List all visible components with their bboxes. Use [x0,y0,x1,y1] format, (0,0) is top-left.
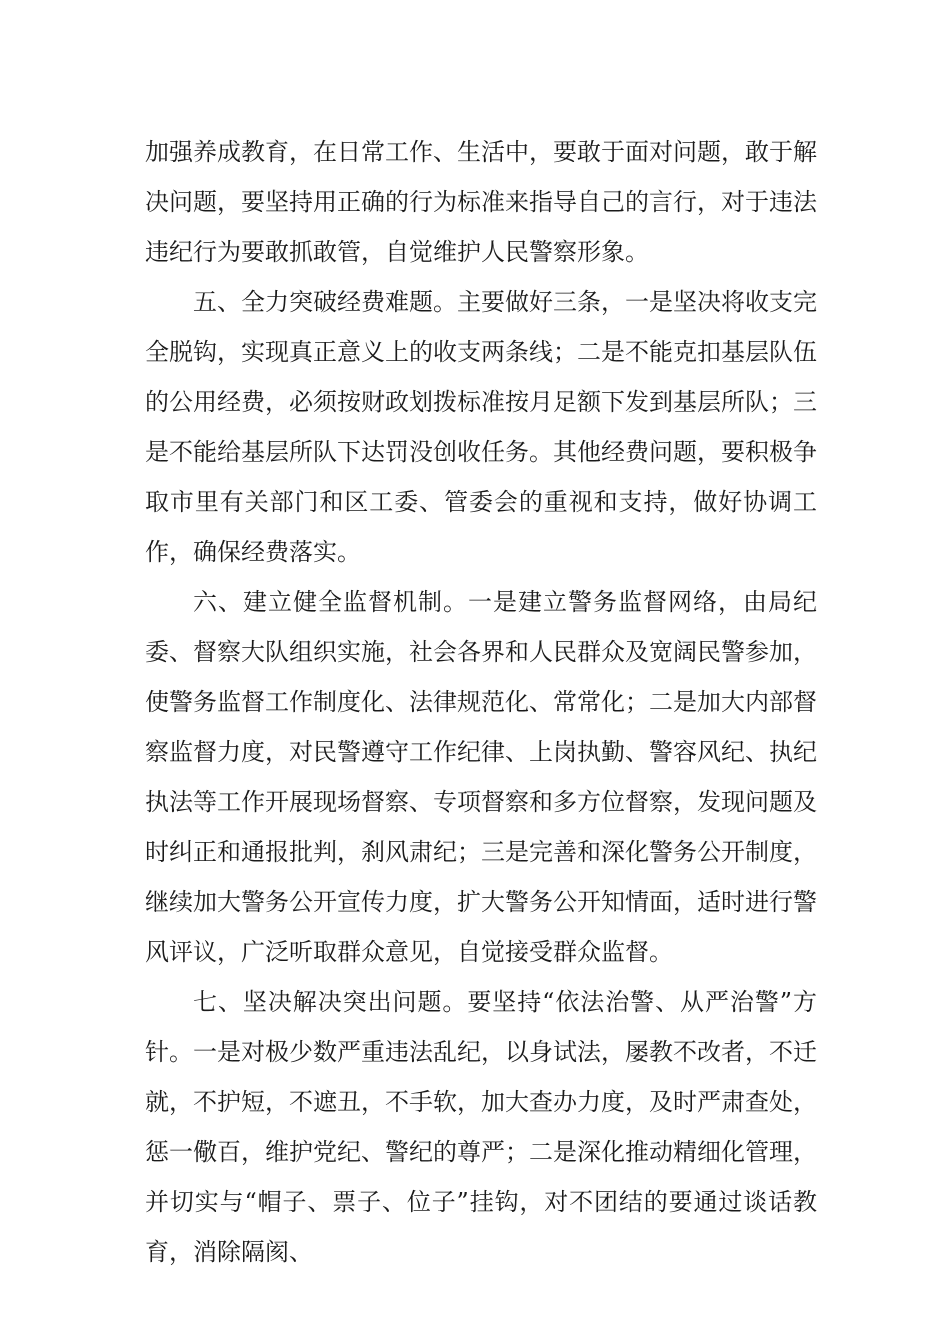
paragraph-section-7: 七、坚决解决突出问题。要坚持“依法治警、从严治警”方针。一是对极少数严重违法乱纪，以身试法，屡教不改者，不迁就，不护短，不遮丑，不手软，加大查办力度，及时严肃查处，惩一儆百，维护党纪、警纪的尊严；二是深化推动精细化管理，并切实与“帽子、票子、位子”挂钩，对不团结的要通过谈话教育，消除隔阂、 [145,988,817,1266]
document-body [145,127,817,1277]
paragraph-section-6: 六、建立健全监督机制。一是建立警务监督网络，由局纪委、督察大队组织实施，社会各界和人民群众及宽阔民警参加，使警务监督工作制度化、法律规范化、常常化；二是加大内部督察监督力度，对民警遵守工作纪律、上岗执勤、警容风纪、执纪执法等工作开展现场督察、专项督察和多方位督察，发现问题及时纠正和通报批判，刹风肃纪；三是完善和深化警务公开制度，继续加大警务公开宣传力度，扩大警务公开知情面，适时进行警风评议，广泛听取群众意见，自觉接受群众监督。 [145,588,817,966]
paragraph-section-5: 五、全力突破经费难题。主要做好三条，一是坚决将收支完全脱钩，实现真正意义上的收支两条线；二是不能克扣基层队伍的公用经费，必须按财政划拨标准按月足额下发到基层所队；三是不能给基层所队下达罚没创收任务。其他经费问题，要积极争取市里有关部门和区工委、管委会的重视和支持，做好协调工作，确保经费落实。 [145,288,817,566]
paragraph-continuation: 加强养成教育，在日常工作、生活中，要敢于面对问题，敢于解决问题，要坚持用正确的行为标准来指导自己的言行，对于违法违纪行为要敢抓敢管，自觉维护人民警察形象。 [145,138,817,266]
